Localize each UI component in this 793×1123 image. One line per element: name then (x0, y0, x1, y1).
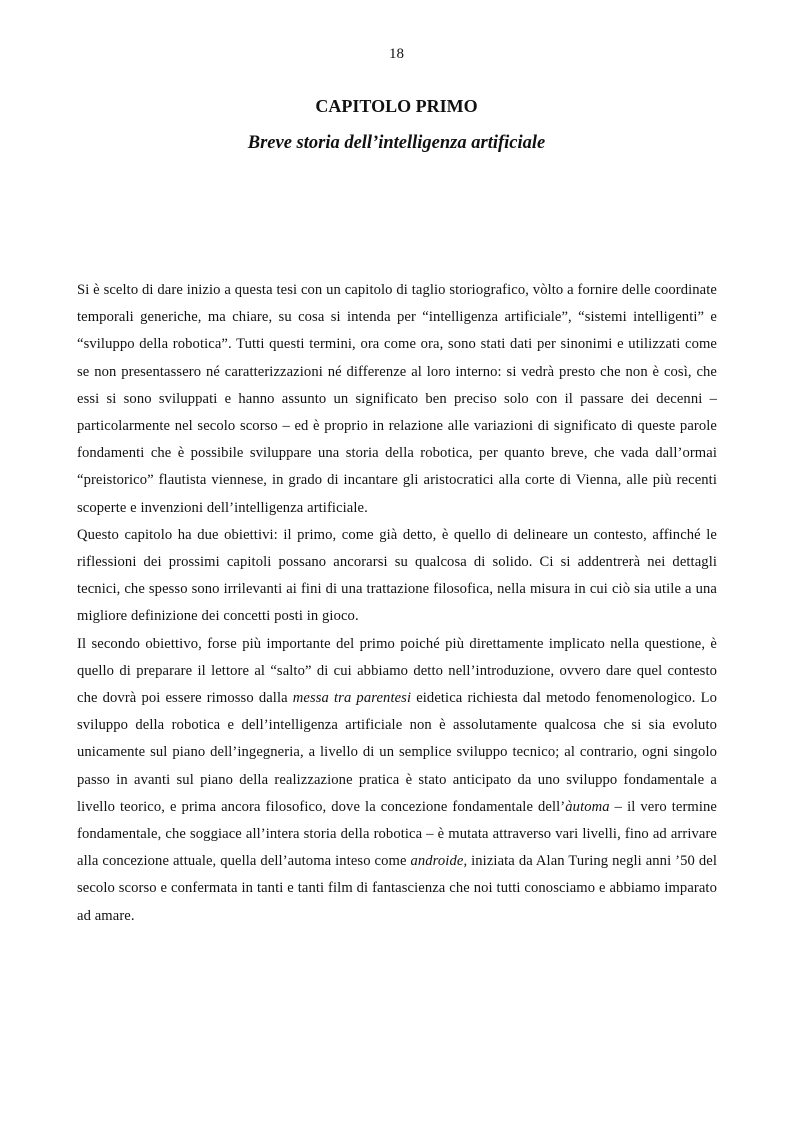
body-text (77, 277, 717, 930)
italic-term: androide (410, 853, 464, 870)
chapter-label: CAPITOLO PRIMO (315, 96, 478, 116)
paragraph-text: , iniziata da Alan Turing negli anni ’50 del secolo scorso e confermata in tanti e tanti film di fantascienza che noi tutti conosciamo e abbiamo imparato ad amare. (77, 853, 717, 924)
paragraph-text: Questo capitolo ha due obiettivi: il primo, come già detto, è quello di delineare un contesto, affinché le riflessioni dei prossimi capitoli possano ancorarsi su qualcosa di solido. Ci si addentrerà nei dettagli tecnici, che spesso sono irrilevanti ai fini di una trattazione filosofica, nella misura in cui ciò sia utile a una migliore definizione dei concetti posti in gioco. (77, 526, 717, 625)
paragraph-1 (77, 277, 717, 522)
paragraph-2 (77, 522, 717, 631)
paragraph-3 (77, 631, 717, 930)
italic-term: messa tra parentesi (292, 690, 412, 707)
page-number: 18 (389, 46, 404, 62)
chapter-title: Breve storia dell’intelligenza artificiale (247, 133, 546, 153)
italic-term: àutoma (565, 798, 610, 815)
paragraph-text: Si è scelto di dare inizio a questa tesi con un capitolo di taglio storiografico, vòlto a fornire delle coordinate temporali generiche, ma chiare, su cosa si intenda per “intelligenza artificiale”, “sistemi intelligenti” e “sviluppo della robotica”. Tutti questi termini, ora come ora, sono stati dati per sinonimi e utilizzati come se non presentassero né caratterizzazioni né differenze al loro interno: si vedrà presto che non è così, che essi si sono sviluppati e hanno assunto un significato ben preciso solo con il passare dei decenni – particolarmente nel secolo scorso – ed è proprio in relazione alle variazioni di significato di queste parole fondamenti che è possibile sviluppare una storia della robotica, per quanto breve, che vada dall’ormai “preistorico” flautista viennese, in grado di incantare gli aristocratici alla corte di Vienna, alle più recenti scoperte e invenzioni dell’intelligenza artificiale. (77, 282, 717, 516)
paragraph-text: Il secondo obiettivo, forse più importante del primo poiché più direttamente implicato nella questione, è quello di preparare il lettore al “salto” di cui abbiamo detto nell’introduzione, ovvero dare quel contesto che dovrà poi essere rimosso dalla (77, 635, 717, 707)
paragraph-text: eidetica richiesta dal metodo fenomenologico. Lo sviluppo della robotica e dell’intelligenza artificiale non è assolutamente qualcosa che si sia evoluto unicamente sul piano dell’ingegneria, a livello di un semplice sviluppo tecnico; al contrario, ogni singolo passo in avanti sul piano della realizzazione pratica è stato anticipato da uno sviluppo fondamentale a livello teorico, e prima ancora filosofico, dove la concezione fondamentale dell’ (77, 690, 718, 815)
paragraph-text: – il vero termine fondamentale, che soggiace all’intera storia della robotica – è mutata attraverso vari livelli, fino ad arrivare alla concezione attuale, quella dell’automa inteso come (77, 798, 717, 870)
